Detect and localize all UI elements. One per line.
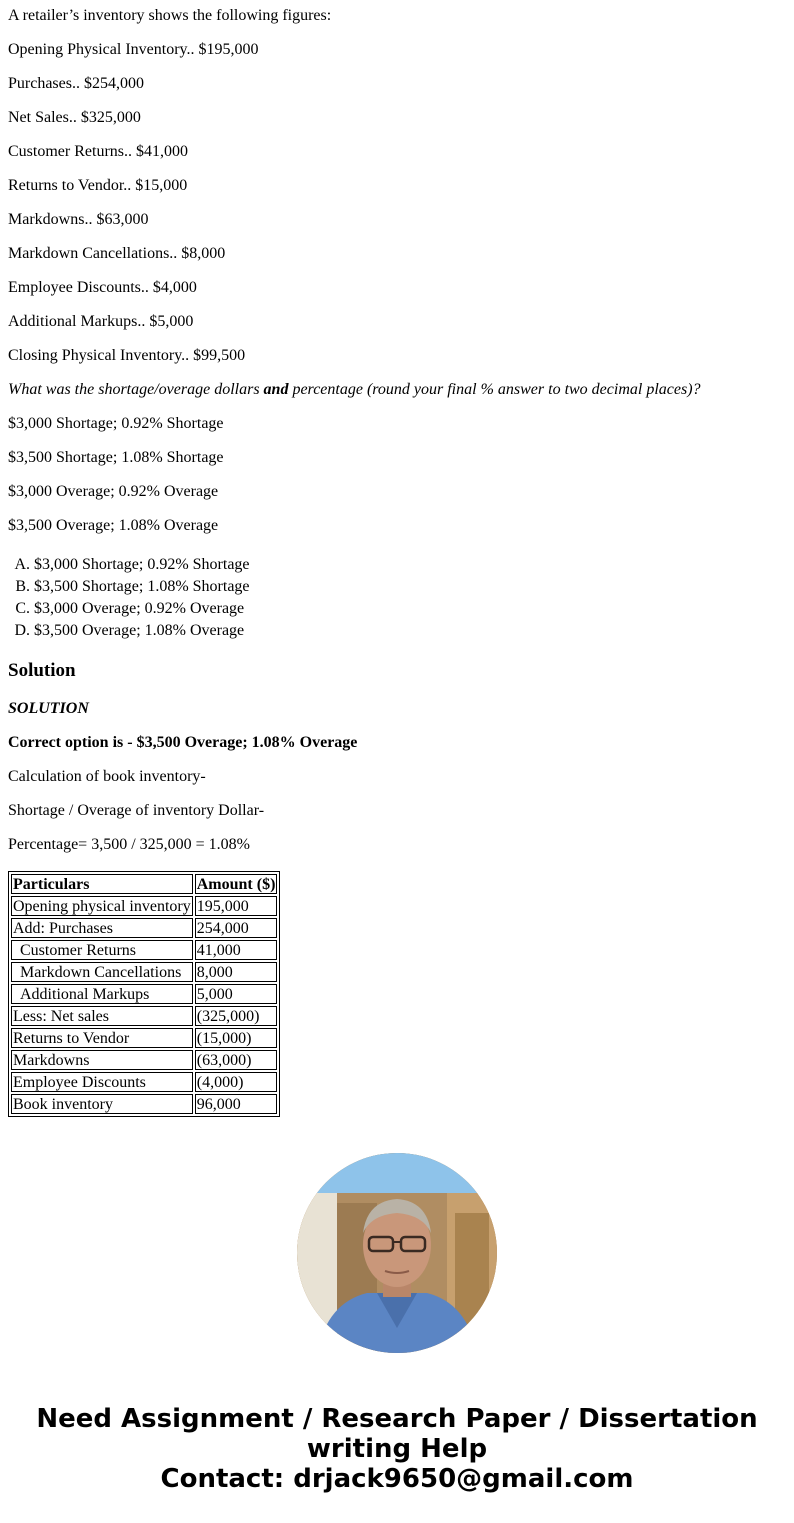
table-row — [11, 1006, 277, 1026]
question-prompt — [8, 381, 701, 399]
figure-line: Opening Physical Inventory.. $195,000 — [8, 41, 259, 58]
amount-cell: 96,000 — [195, 1094, 278, 1114]
figure-line: Purchases.. $254,000 — [8, 75, 144, 92]
promo-banner — [0, 1404, 794, 1494]
table-row — [11, 984, 277, 1004]
table-row — [11, 918, 277, 938]
option-c: C. $3,000 Overage; 0.92% Overage — [34, 598, 250, 620]
particular-cell: Returns to Vendor — [11, 1028, 193, 1048]
option-list — [8, 554, 250, 642]
table-row — [11, 962, 277, 982]
figure-line: Markdowns.. $63,000 — [8, 211, 149, 228]
particular-cell: Employee Discounts — [11, 1072, 193, 1092]
figure-line: Markdown Cancellations.. $8,000 — [8, 245, 226, 262]
promo-contact: Contact: drjack9650@gmail.com — [160, 1464, 634, 1494]
question-prompt-emphasis: and — [263, 381, 289, 398]
promo-line: writing Help — [306, 1434, 488, 1464]
particular-cell: Add: Purchases — [11, 918, 193, 938]
book-inventory-table — [8, 871, 280, 1117]
figure-line: Closing Physical Inventory.. $99,500 — [8, 347, 246, 364]
amount-cell: 41,000 — [195, 940, 278, 960]
particular-cell: Book inventory — [11, 1094, 193, 1114]
option-a: A. $3,000 Shortage; 0.92% Shortage — [34, 554, 250, 576]
calc-book-heading: Calculation of book inventory- — [8, 768, 206, 785]
correct-option: Correct option is - $3,500 Overage; 1.08% Overage — [8, 734, 358, 751]
percentage-line: Percentage= 3,500 / 325,000 = 1.08% — [8, 836, 250, 853]
amount-cell: (325,000) — [195, 1006, 278, 1026]
table-row — [11, 1028, 277, 1048]
amount-cell: 195,000 — [195, 896, 278, 916]
particular-cell: Markdown Cancellations — [11, 962, 193, 982]
table-row — [11, 1094, 277, 1114]
particular-cell: Customer Returns — [11, 940, 193, 960]
amount-cell: (63,000) — [195, 1050, 278, 1070]
amount-cell: 254,000 — [195, 918, 278, 938]
solution-heading: Solution — [8, 660, 76, 681]
header-particulars: Particulars — [11, 874, 193, 894]
author-photo-icon — [297, 1153, 497, 1353]
question-prompt-start: What was the shortage/overage dollars — [8, 381, 264, 398]
answer-line: $3,500 Overage; 1.08% Overage — [8, 517, 219, 534]
answer-line: $3,000 Overage; 0.92% Overage — [8, 483, 219, 500]
particular-cell: Opening physical inventory — [13, 898, 191, 915]
particular-cell: Less: Net sales — [11, 1006, 193, 1026]
table-row — [11, 896, 277, 916]
figure-line: Additional Markups.. $5,000 — [8, 313, 194, 330]
promo-line: Need Assignment / Research Paper / Dissertation — [36, 1404, 758, 1434]
figure-line: Employee Discounts.. $4,000 — [8, 279, 197, 296]
author-photo-icon — [297, 1153, 497, 1353]
option-d: D. $3,500 Overage; 1.08% Overage — [34, 620, 250, 642]
figure-line: Returns to Vendor.. $15,000 — [8, 177, 188, 194]
option-b: B. $3,500 Shortage; 1.08% Shortage — [34, 576, 250, 598]
amount-cell: (15,000) — [195, 1028, 278, 1048]
table-row — [11, 940, 277, 960]
answer-line: $3,000 Shortage; 0.92% Shortage — [8, 415, 224, 432]
particular-cell: Additional Markups — [11, 984, 193, 1004]
amount-cell: 8,000 — [195, 962, 278, 982]
figure-line: Net Sales.. $325,000 — [8, 109, 141, 126]
amount-cell: 5,000 — [195, 984, 278, 1004]
solution-label: SOLUTION — [8, 700, 89, 717]
question-prompt-end: percentage (round your final % answer to two decimal places)? — [288, 381, 701, 398]
question-intro: A retailer’s inventory shows the following figures: — [8, 7, 332, 24]
answer-line: $3,500 Shortage; 1.08% Shortage — [8, 449, 224, 466]
header-amount: Amount ($) — [196, 876, 276, 893]
particular-cell: Markdowns — [11, 1050, 193, 1070]
figure-line: Customer Returns.. $41,000 — [8, 143, 188, 160]
shortage-heading: Shortage / Overage of inventory Dollar- — [8, 802, 265, 819]
table-row — [11, 1050, 277, 1070]
amount-cell: (4,000) — [195, 1072, 278, 1092]
table-row — [11, 1072, 277, 1092]
table-header-row — [11, 874, 277, 894]
